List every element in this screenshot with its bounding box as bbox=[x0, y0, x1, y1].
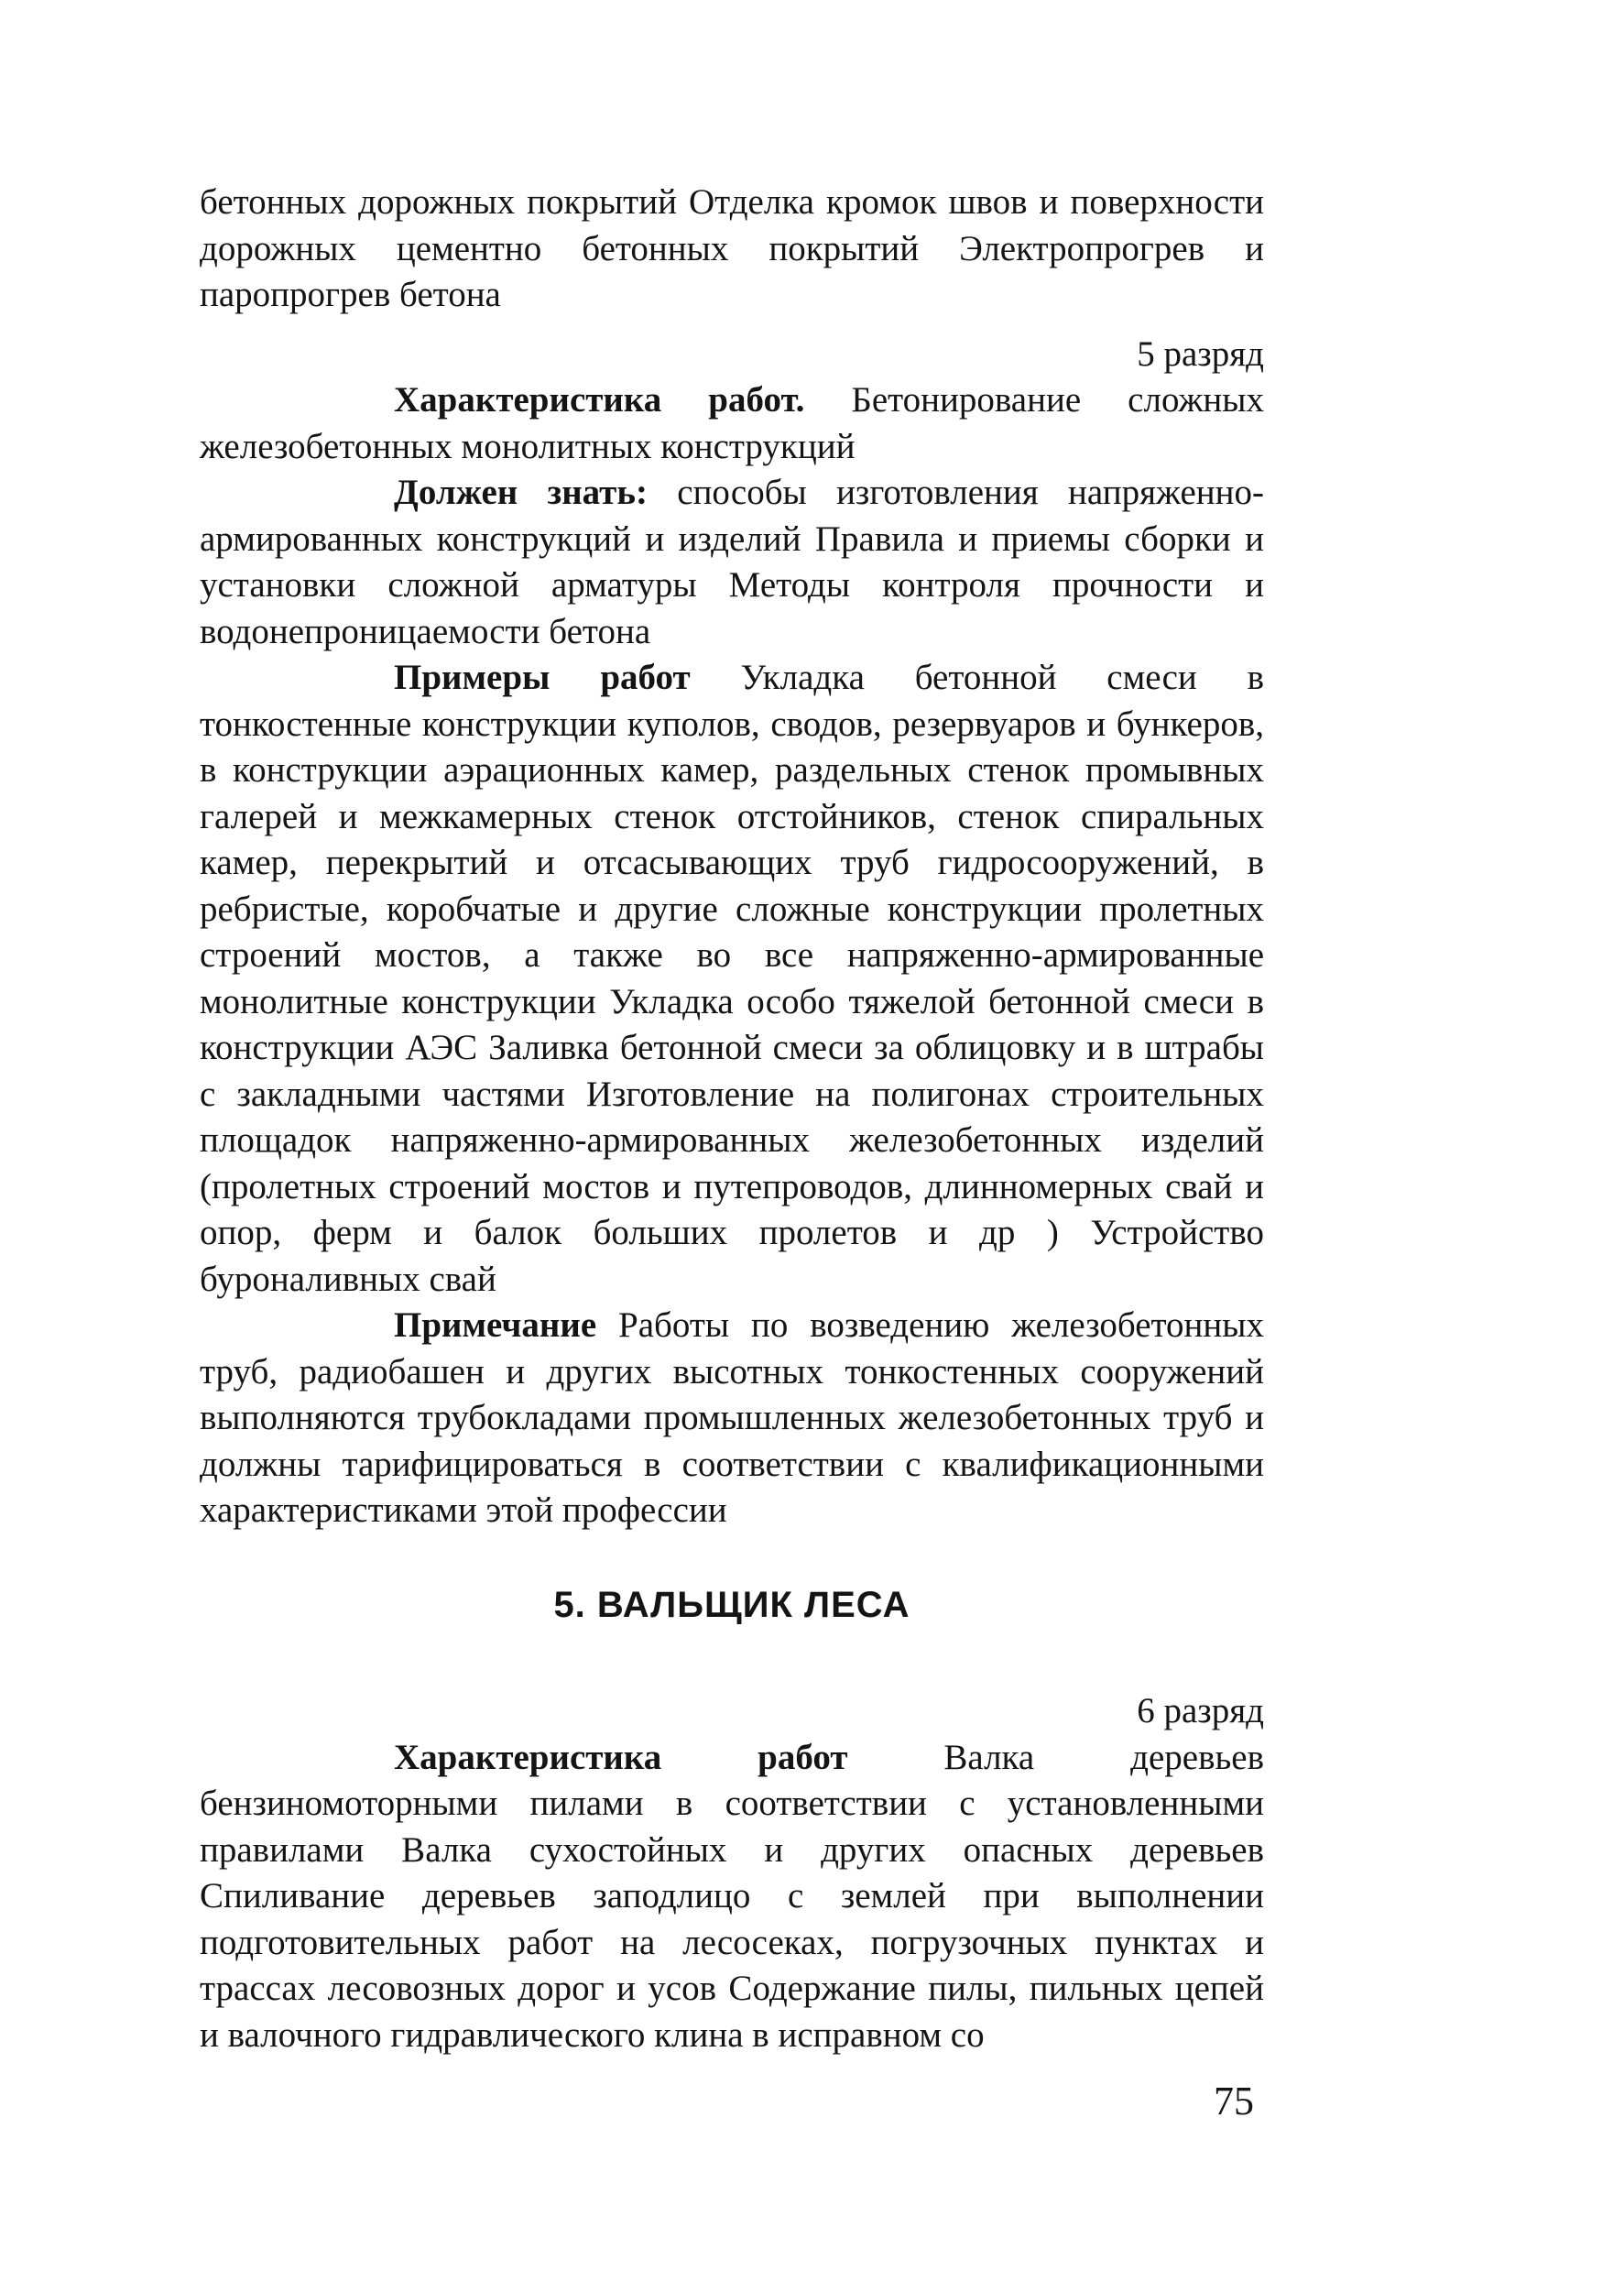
note-paragraph-text: Работы по возведению железобетонных труб, радиобашен и других высотных тонкостенных сооружений выполняются трубокладами промышленных железобетонных труб и должны тарифицироваться в соответствии с квалификационными характеристиками этой профессии bbox=[200, 1305, 1264, 1530]
characteristics-6-paragraph-text: Валка деревьев бензиномоторными пилами в соответствии с установленными правилами Валка сухостойных и других опасных деревьев Спиливание деревьев заподлицо с землей при выполнении подготовительных работ на лесосеках, погрузочных пунктах и трассах лесовозных дорог и усов Содержание пилы, пильных цепей и валочного гидравлического клина в исправном со bbox=[200, 1737, 1264, 2055]
characteristics-5-paragraph bbox=[200, 377, 1264, 470]
page-number: 75 bbox=[1214, 2079, 1254, 2123]
characteristics-6-paragraph-label: Характеристика работ bbox=[394, 1737, 848, 1777]
grade-6-label: 6 разряд bbox=[1137, 1691, 1264, 1730]
note-paragraph-label: Примечание bbox=[394, 1305, 597, 1345]
characteristics-6-paragraph bbox=[200, 1735, 1264, 2059]
work-examples-paragraph bbox=[200, 655, 1264, 1303]
section-heading: 5. ВАЛЬЩИК ЛЕСА bbox=[553, 1584, 910, 1625]
note-paragraph bbox=[200, 1303, 1264, 1534]
characteristics-5-paragraph-text: Бетонирование сложных железобетонных монолитных конструкций bbox=[200, 380, 1264, 466]
must-know-paragraph-text: способы изготовления напряженно-армированных конструкций и изделий Правила и приемы сборки и установки сложной арматуры Методы контроля прочности и водонепроницаемости бетона bbox=[200, 473, 1264, 651]
grade-5-label: 5 разряд bbox=[1137, 333, 1264, 374]
body-text bbox=[200, 180, 1264, 2058]
must-know-paragraph-label: Должен знать: bbox=[394, 473, 648, 512]
work-examples-paragraph-text: Укладка бетонной смеси в тонкостенные конструкции куполов, сводов, резервуаров и бункеров, в конструкции аэрационных камер, раздельных стенок промывных галерей и межкамерных стенок отстойников, стенок спиральных камер, перекрытий и отсасывающих труб гидросооружений, в ребристые, коробчатые и другие сложные конструкции пролетных строений мостов, а также во все напряженно-армированные монолитные конструкции Укладка особо тяжелой бетонной смеси в конструкции АЭС Заливка бетонной смеси за облицовку и в штрабы с закладными частями Изготовление на полигонах строительных площадок напряженно-армированных железобетонных изделий (пролетных строений мостов и путепроводов, длинномерных свай и опор, ферм и балок больших пролетов и др ) Устройство буроналивных свай bbox=[200, 658, 1264, 1299]
must-know-paragraph bbox=[200, 470, 1264, 655]
intro-paragraph: бетонных дорожных покрытий Отделка кромок швов и поверхности дорожных цементно бетонных покрытий Электропрогрев и паропрогрев бетона bbox=[200, 182, 1264, 314]
work-examples-paragraph-label: Примеры работ bbox=[394, 658, 691, 697]
characteristics-5-paragraph-label: Характеристика работ. bbox=[394, 380, 805, 420]
